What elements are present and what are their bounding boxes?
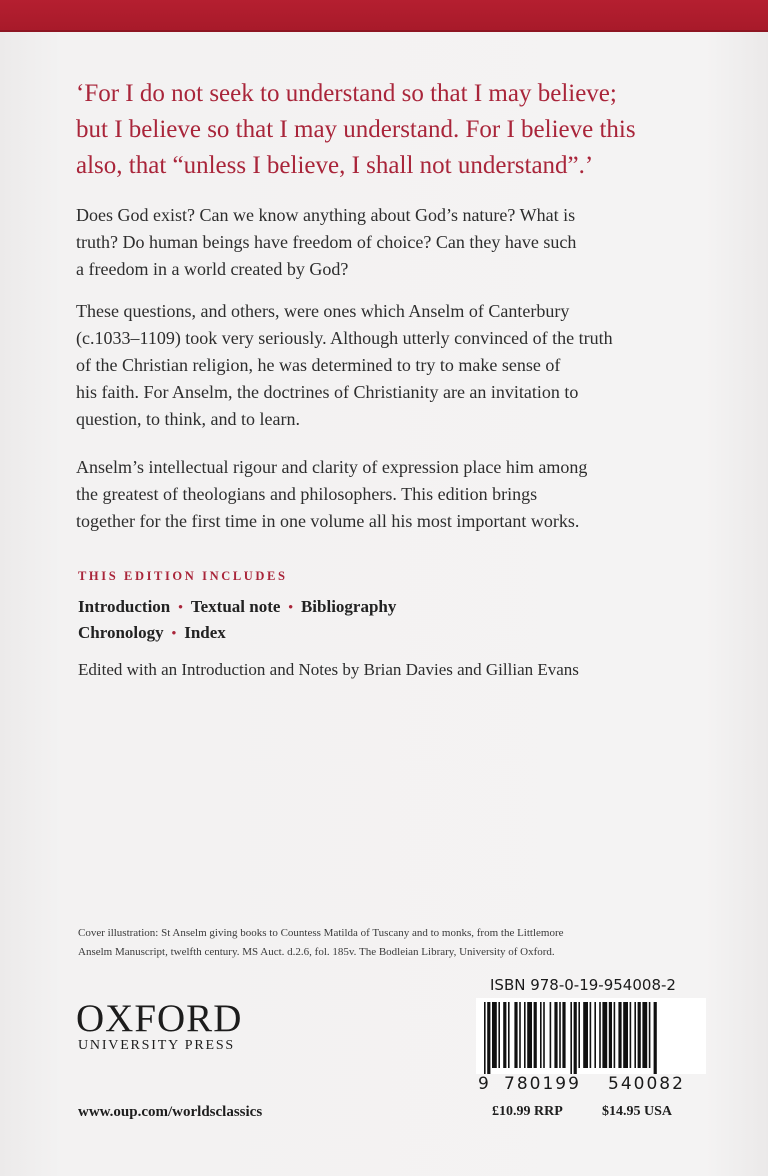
quote-line: also, that “unless I believe, I shall not understand”.’ [76, 152, 594, 179]
barcode-bar [487, 1002, 490, 1074]
include-item: Bibliography [300, 597, 397, 616]
text-line: together for the first time in one volume all his most important works. [76, 511, 580, 531]
publisher-subtitle: UNIVERSITY PRESS [78, 1038, 236, 1053]
text-line: truth? Do human beings have freedom of choice? Can they have such [76, 232, 577, 252]
publisher-url[interactable]: www.oup.com/worldsclassics [78, 1104, 263, 1120]
barcode-bar [609, 1002, 612, 1068]
text-line: Does God exist? Can we know anything about God’s nature? What is [76, 205, 576, 225]
includes-heading: THIS EDITION INCLUDES [78, 569, 288, 583]
barcode-bar [524, 1002, 526, 1068]
quote-line: ‘For I do not seek to understand so that I may believe; [76, 80, 617, 107]
barcode-bar [543, 1002, 545, 1068]
blurb-paragraph-3 [76, 454, 716, 535]
include-item: Chronology [78, 623, 164, 642]
text-line: the greatest of theologians and philosophers. This edition brings [76, 484, 538, 504]
barcode-bar [634, 1002, 636, 1068]
caption-line: Anselm Manuscript, twelfth century. MS Auct. d.2.6, fol. 185v. The Bodleian Library, University of Oxford. [78, 946, 555, 958]
include-item: Introduction [78, 597, 171, 616]
top-red-band [0, 0, 768, 32]
barcode-bar [599, 1002, 601, 1068]
barcode-bar [638, 1002, 641, 1068]
text-line: (c.1033–1109) took very seriously. Although utterly convinced of the truth [76, 328, 613, 348]
barcode-bar [559, 1002, 561, 1068]
barcode-right-digits: 540082 [608, 1074, 685, 1094]
barcode-bar [618, 1002, 621, 1068]
barcode-first-digit: 9 [478, 1074, 489, 1094]
publisher-logo: OXFORD [76, 997, 243, 1040]
isbn-label: ISBN 978-0-19-954008-2 [490, 976, 676, 994]
barcode-bar [570, 1002, 572, 1074]
barcode-bar [540, 1002, 542, 1068]
barcode-bar [503, 1002, 506, 1068]
barcode-bar [508, 1002, 510, 1068]
text-line: a freedom in a world created by God? [76, 259, 349, 279]
price-us: $14.95 USA [602, 1104, 673, 1119]
barcode-bar [583, 1002, 588, 1068]
barcode-bar [562, 1002, 565, 1068]
text-line: These questions, and others, were ones which Anselm of Canterbury [76, 301, 570, 321]
text-line: his faith. For Anselm, the doctrines of Christianity are an invitation to [76, 382, 579, 402]
barcode-bar [498, 1002, 500, 1068]
barcode-bar [519, 1002, 521, 1068]
cover-illustration-caption [78, 924, 698, 962]
barcode-bar [623, 1002, 628, 1068]
price-uk: £10.99 RRP [492, 1104, 563, 1119]
barcode-bar [649, 1002, 651, 1068]
quote-line: but I believe so that I may understand. For I believe this [76, 116, 636, 143]
barcode-bar [527, 1002, 532, 1068]
barcode [476, 998, 706, 1074]
barcode-bar [642, 1002, 647, 1068]
blurb-paragraph-1 [76, 202, 716, 283]
text-line: question, to think, and to learn. [76, 409, 300, 429]
barcode-bar [492, 1002, 497, 1068]
barcode-bar [574, 1002, 577, 1074]
editors-credit: Edited with an Introduction and Notes by Brian Davies and Gillian Evans [78, 660, 579, 679]
bullet-separator: • [178, 599, 183, 614]
barcode-bar [630, 1002, 632, 1068]
includes-row-2 [78, 623, 226, 643]
bullet-separator: • [171, 625, 177, 640]
bullet-separator: • [288, 599, 293, 614]
barcode-left-digits: 780199 [504, 1074, 581, 1094]
barcode-bar [590, 1002, 592, 1068]
blurb-paragraph-2 [76, 298, 716, 433]
includes-row-1 [78, 597, 396, 617]
barcode-bar [614, 1002, 616, 1068]
barcode-bar [594, 1002, 596, 1068]
barcode-bar [578, 1002, 580, 1068]
include-item: Textual note [190, 597, 281, 616]
text-line: of the Christian religion, he was determined to try to make sense of [76, 355, 561, 375]
caption-line: Cover illustration: St Anselm giving books to Countess Matilda of Tuscany and to monks, from the Littlemore [78, 927, 564, 939]
text-line: Anselm’s intellectual rigour and clarity of expression place him among [76, 457, 588, 477]
barcode-bar [534, 1002, 537, 1068]
barcode-bar [514, 1002, 517, 1068]
include-item: Index [184, 623, 226, 642]
epigraph-quote [76, 76, 726, 184]
barcode-bar [550, 1002, 552, 1068]
barcode-bar [602, 1002, 607, 1068]
barcode-bar [484, 1002, 486, 1074]
barcode-bar [554, 1002, 557, 1068]
barcode-bar [654, 1002, 657, 1074]
